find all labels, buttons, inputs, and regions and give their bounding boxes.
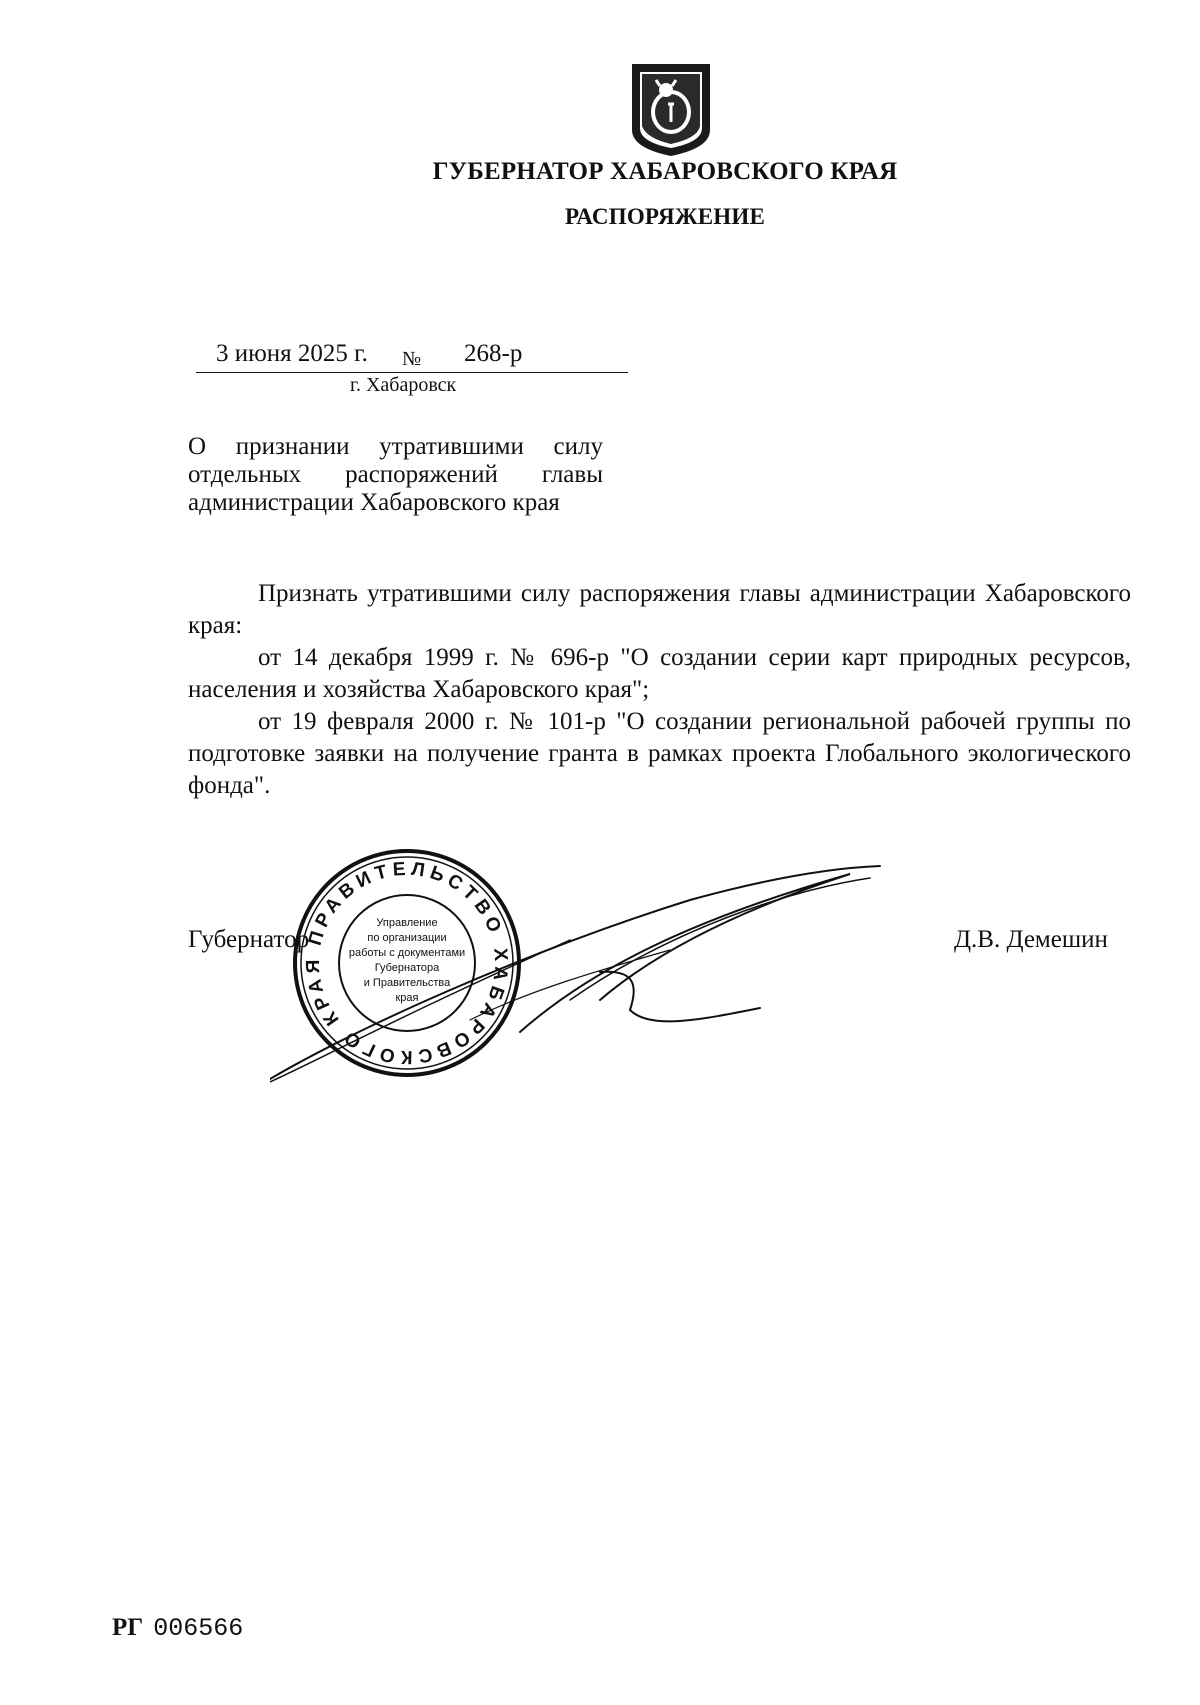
seal-inner-line: Управление — [376, 917, 438, 929]
subject-line: администрации Хабаровского края — [188, 489, 560, 516]
document-subject — [188, 433, 603, 517]
seal-ring-text: ПРАВИТЕЛЬСТВО ХАБАРОВСКОГО КРАЯ — [302, 858, 512, 1068]
seal-inner-line: и Правительства — [363, 977, 451, 989]
registration-digits: 006566 — [153, 1614, 244, 1643]
seal-inner-line: работы с документами — [348, 947, 466, 959]
document-type: РАСПОРЯЖЕНИЕ — [564, 204, 766, 229]
seal-inner-line: по организации — [367, 932, 447, 944]
document-number: 268-р — [464, 340, 523, 367]
seal-inner-line: края — [395, 992, 419, 1004]
coat-of-arms-icon — [626, 60, 716, 158]
date-number-line — [196, 340, 628, 376]
handwritten-signature — [270, 860, 970, 1100]
subject-line: отдельных распоряжений главы — [188, 461, 603, 488]
document-date: 3 июня 2025 г. — [216, 340, 368, 367]
subject-line: О признании утратившими силу — [188, 433, 603, 460]
signer-role: Губернатор — [188, 926, 310, 953]
seal-inner-line: Губернатора — [374, 962, 440, 974]
body-paragraph: от 19 февраля 2000 г. № 101-р "О создании региональной рабочей группы по подготовке заявки на получение гранта в рамках проекта Глобального экологического фонда". — [188, 708, 1131, 799]
registration-number — [112, 1614, 243, 1643]
underline — [196, 372, 628, 373]
registration-prefix: РГ — [112, 1614, 144, 1641]
document-city: г. Хабаровск — [350, 374, 457, 396]
signer-name: Д.В. Демешин — [954, 926, 1108, 953]
document-body — [188, 578, 1131, 802]
authority-title: ГУБЕРНАТОР ХАБАРОВСКОГО КРАЯ — [432, 158, 898, 185]
number-sign: № — [402, 348, 422, 370]
body-paragraph: Признать утратившими силу распоряжения главы администрации Хабаровского края: — [188, 580, 1131, 639]
body-paragraph: от 14 декабря 1999 г. № 696-р "О создании серии карт природных ресурсов, населения и хозяйства Хабаровского края"; — [188, 644, 1131, 703]
